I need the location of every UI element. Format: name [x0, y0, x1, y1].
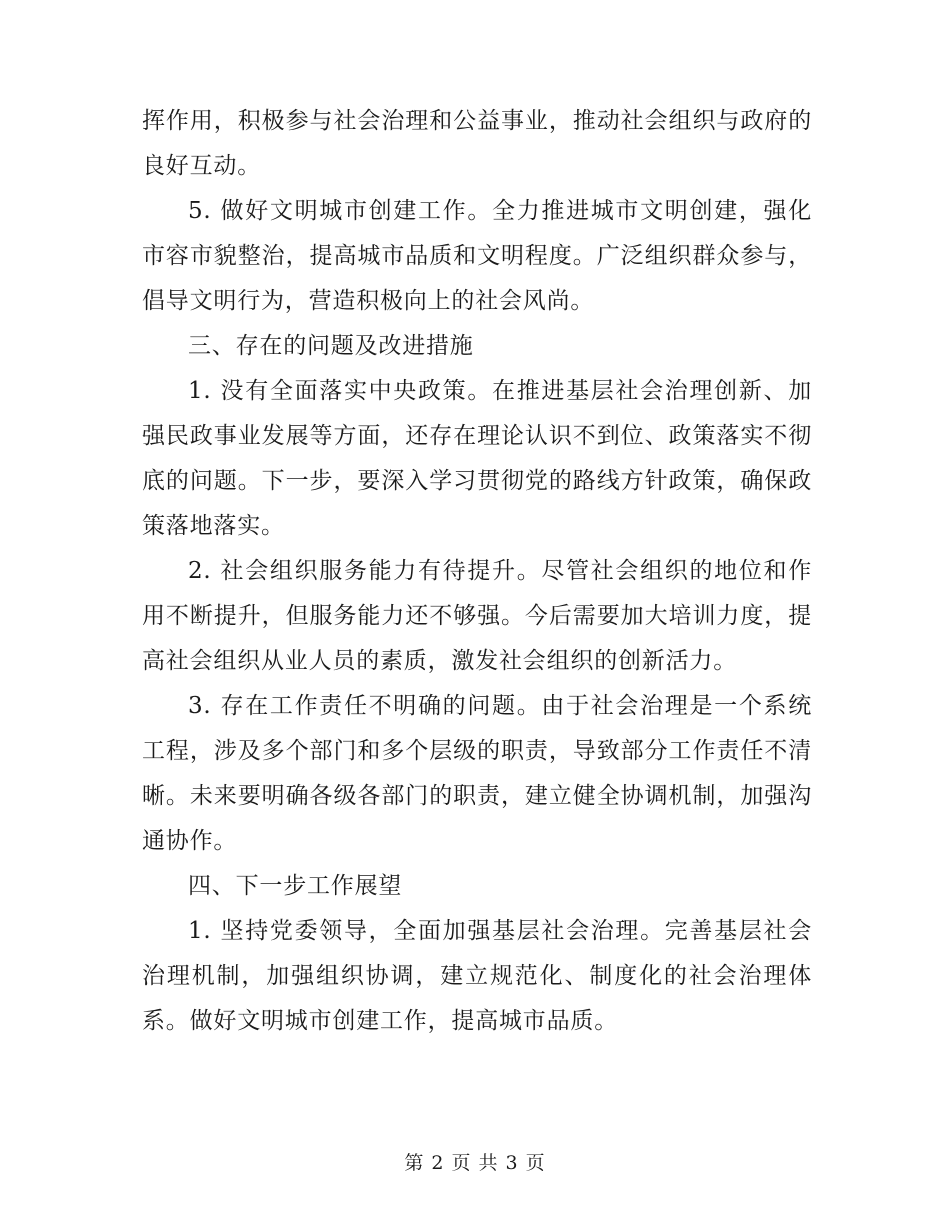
page-number-footer: 第 2 页 共 3 页: [404, 1152, 546, 1174]
paragraph-outlook-1: 1. 坚持党委领导，全面加强基层社会治理。完善基层社会治理机制，加强组织协调，建立规范化、制度化的社会治理体系。做好文明城市创建工作，提高城市品质。: [142, 918, 812, 1034]
paragraph-continuation: 挥作用，积极参与社会治理和公益事业，推动社会组织与政府的良好互动。: [142, 108, 812, 179]
section-heading-4: 四、下一步工作展望: [188, 873, 403, 899]
paragraph-problem-1: 1. 没有全面落实中央政策。在推进基层社会治理创新、加强民政事业发展等方面，还存在理论认识不到位、政策落实不彻底的问题。下一步，要深入学习贯彻党的路线方针政策，确保政策落地落实。: [142, 378, 812, 539]
section-heading-3: 三、存在的问题及改进措施: [188, 333, 474, 359]
paragraph-problem-2: 2. 社会组织服务能力有待提升。尽管社会组织的地位和作用不断提升，但服务能力还不够强。今后需要加大培训力度，提高社会组织从业人员的素质，激发社会组织的创新活力。: [142, 558, 812, 674]
paragraph-problem-3: 3. 存在工作责任不明确的问题。由于社会治理是一个系统工程，涉及多个部门和多个层级的职责，导致部分工作责任不清晰。未来要明确各级各部门的职责，建立健全协调机制，加强沟通协作。: [142, 693, 812, 854]
document-body: [142, 99, 812, 1044]
paragraph-item-5: 5. 做好文明城市创建工作。全力推进城市文明创建，强化市容市貌整治，提高城市品质和文明程度。广泛组织群众参与，倡导文明行为，营造积极向上的社会风尚。: [142, 198, 812, 314]
